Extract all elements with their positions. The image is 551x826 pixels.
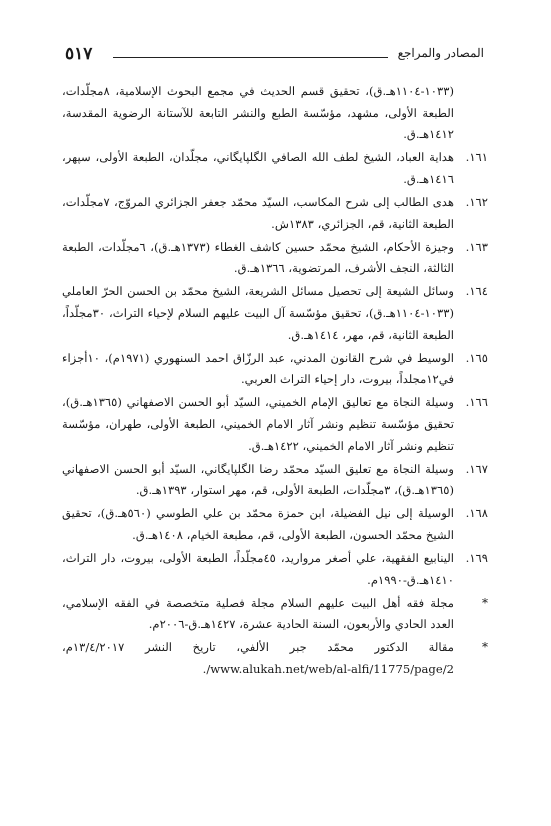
- list-item: [62, 392, 488, 457]
- entry-text: الوسيلة إلى نيل الفضيلة، ابن حمزة محمّد بن علي الطوسي (٥٦٠هـ.ق)، تحقيق الشيخ محمّد الحسون، الطبعة الأولى، قم، مطبعة الخيام، ١٤٠٨هـ.ق.: [62, 506, 454, 542]
- entry-number: ١٦٨.: [465, 506, 488, 521]
- entry-text: هدى الطالب إلى شرح المكاسب، السيّد محمّد جعفر الجزائري المروّج، ٧مجلّدات، الطبعة الثانية، قم، الجزائري، ١٣٨٣ش.: [62, 194, 454, 231]
- entry-text: هداية العباد، الشيخ لطف الله الصافي الگلپايگاني، مجلّدان، الطبعة الأولى، سپهر، ١٤١٦هـ.ق.: [62, 150, 454, 186]
- list-item: [62, 281, 488, 346]
- entry-text: وجيزة الأحكام، الشيخ محمّد حسين كاشف الغطاء (١٣٧٣هـ.ق)، ٦مجلّدات، الطبعة الثالثة، النجف الأشرف، المرتضوية، ١٣٦٦هـ.ق.: [62, 239, 454, 276]
- entry-text: (١٠٣٣-١١٠٤هـ.ق)، تحقيق قسم الحديث في مجمع البحوث الإسلامية، ٨مجلّدات، الطبعة الأولى، مشهد، مؤسّسة الطبع والنشر التابعة للآستانة الرضوية المقدسة، ١٤١٢هـ.ق.: [62, 84, 454, 142]
- list-item: [62, 459, 488, 502]
- entry-number: ١٦٥.: [465, 350, 488, 365]
- header-rule: [113, 57, 388, 58]
- entry-number: ١٦٣.: [465, 239, 488, 254]
- entry-number: ١٦٩.: [465, 550, 488, 565]
- list-item: [62, 237, 488, 280]
- entry-text: الوسيط في شرح القانون المدني، عبد الرزّاق احمد السنهوري (١٩٧١م)، ١٠أجزاء في١٢مجلداً، بيروت، دار إحياء التراث العربي.: [62, 350, 454, 387]
- list-item: [62, 192, 488, 235]
- entry-text: مقالة الدكتور محمّد جبر الألفي، تاريخ النشر ١٣/٤/٢٠١٧م، www.alukah.net/web/al-alfi/11775/page/2/.: [62, 640, 454, 676]
- entry-text: وسيلة النجاة مع تعليق السيّد محمّد رضا الگلپايگاني، السيّد أبو الحسن الاصفهاني (١٣٦٥هـ.ق)، ٣مجلّدات، الطبعة الأولى، قم، مهر استوار، ١٣٩٣هـ.ق.: [62, 461, 454, 498]
- entry-number: ١٦٤.: [465, 284, 488, 299]
- page-number: ٥١٧: [65, 44, 93, 64]
- list-item: [62, 81, 488, 146]
- entry-text: الينابيع الفقهية، علي أصغر مرواريد، ٤٥مجلّداً، الطبعة الأولى، بيروت، دار التراث، ١٤١٠هـ.ق-١٩٩٠م.: [62, 550, 454, 587]
- running-title: المصادر والمراجع: [397, 46, 484, 60]
- entry-number: ١٦١.: [465, 150, 488, 165]
- list-item: [62, 147, 488, 190]
- list-item: [62, 348, 488, 391]
- bullet-star-icon: *: [482, 640, 488, 655]
- entry-number: ١٦٧.: [465, 461, 488, 476]
- list-item: [62, 548, 488, 591]
- entry-text: وسيلة النجاة مع تعاليق الإمام الخميني، السيّد أبو الحسن الاصفهاني (١٣٦٥هـ.ق)، تحقيق مؤسّسة تنظيم ونشر آثار الامام الخميني، الطبعة الأولى، طهران، مؤسّسة تنظيم ونشر آثار الامام الخميني، ١٤٢٢هـ.ق.: [62, 395, 454, 453]
- bullet-star-icon: *: [482, 595, 488, 610]
- entry-number: ١٦٦.: [465, 395, 488, 410]
- list-item: [62, 503, 488, 546]
- entry-number: ١٦٢.: [465, 194, 488, 209]
- entry-text: وسائل الشيعة إلى تحصيل مسائل الشريعة، الشيخ محمّد بن الحسن الحرّ العاملي (١٠٣٣-١١٠٤هـ.ق)، تحقيق مؤسّسة آل البيت عليهم السلام لإحياء التراث، ٣٠مجلّداً، الطبعة الثانية، قم، مهر، ١٤١٤هـ.ق.: [62, 284, 454, 342]
- entry-text: مجلة فقه أهل البيت عليهم السلام مجلة فصلية متخصصة في الفقه الإسلامي، العدد الحادي والأربعون، السنة الحادية عشرة، ١٤٢٧هـ.ق-٢٠٠٦م.: [62, 595, 454, 632]
- list-item: [62, 637, 488, 680]
- page-header: [65, 44, 484, 66]
- list-item: [62, 593, 488, 636]
- bibliography-list: [62, 81, 488, 682]
